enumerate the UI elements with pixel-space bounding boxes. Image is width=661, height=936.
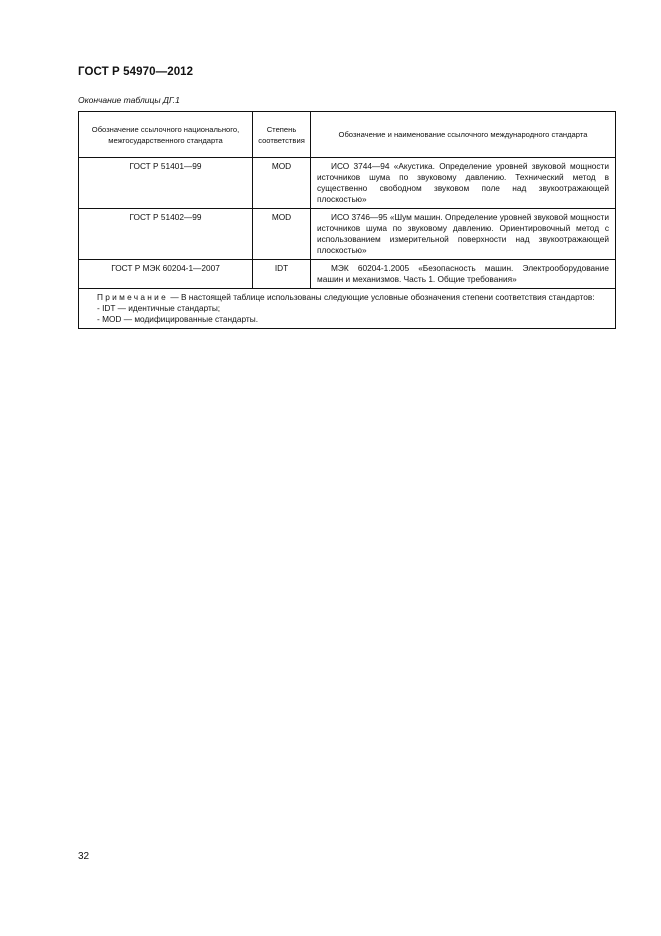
document-code-header: ГОСТ Р 54970—2012 [78, 66, 194, 78]
note-label: Примечание [97, 292, 169, 302]
header-national-standard: Обозначение ссылочного национального, межгосударственного стандарта [79, 112, 253, 158]
degree-cell: IDT [253, 260, 311, 289]
degree-cell: MOD [253, 209, 311, 260]
table-row [79, 209, 616, 260]
national-standard-cell: ГОСТ Р 51402—99 [79, 209, 253, 260]
table-header-row [79, 112, 616, 158]
table-caption: Окончание таблицы ДГ.1 [78, 95, 180, 105]
reference-standards-table [78, 111, 616, 329]
international-standard-cell: ИСО 3746—95 «Шум машин. Определение уровней звуковой мощности источников шума по звуковому давлению. Ориентировочный метод с использованием измерительной поверхности над звукоотражающей плоскостью» [311, 209, 616, 260]
note-item-idt: - IDT — идентичные стандарты; [97, 303, 221, 313]
international-standard-cell: МЭК 60204-1.2005 «Безопасность машин. Электрооборудование машин и механизмов. Часть 1. Общие требования» [311, 260, 616, 289]
note-item-mod: - MOD — модифицированные стандарты. [97, 314, 259, 324]
table-note-row [79, 289, 616, 329]
note-text: — В настоящей таблице использованы следующие условные обозначения степени соответствия стандартов: [168, 292, 595, 302]
page-number: 32 [78, 851, 90, 862]
note-intro [85, 292, 609, 303]
header-international-standard: Обозначение и наименование ссылочного международного стандарта [311, 112, 616, 158]
header-degree-of-conformity: Степень соответствия [253, 112, 311, 158]
degree-cell: MOD [253, 158, 311, 209]
table-row [79, 158, 616, 209]
national-standard-cell: ГОСТ Р 51401—99 [79, 158, 253, 209]
table-row [79, 260, 616, 289]
table-note [79, 289, 616, 329]
national-standard-cell: ГОСТ Р МЭК 60204-1—2007 [79, 260, 253, 289]
international-standard-cell: ИСО 3744—94 «Акустика. Определение уровней звуковой мощности источников шума по звуковому давлению. Технический метод в существенно свободном звуковом поле над звукоотражающей плоскостью» [311, 158, 616, 209]
